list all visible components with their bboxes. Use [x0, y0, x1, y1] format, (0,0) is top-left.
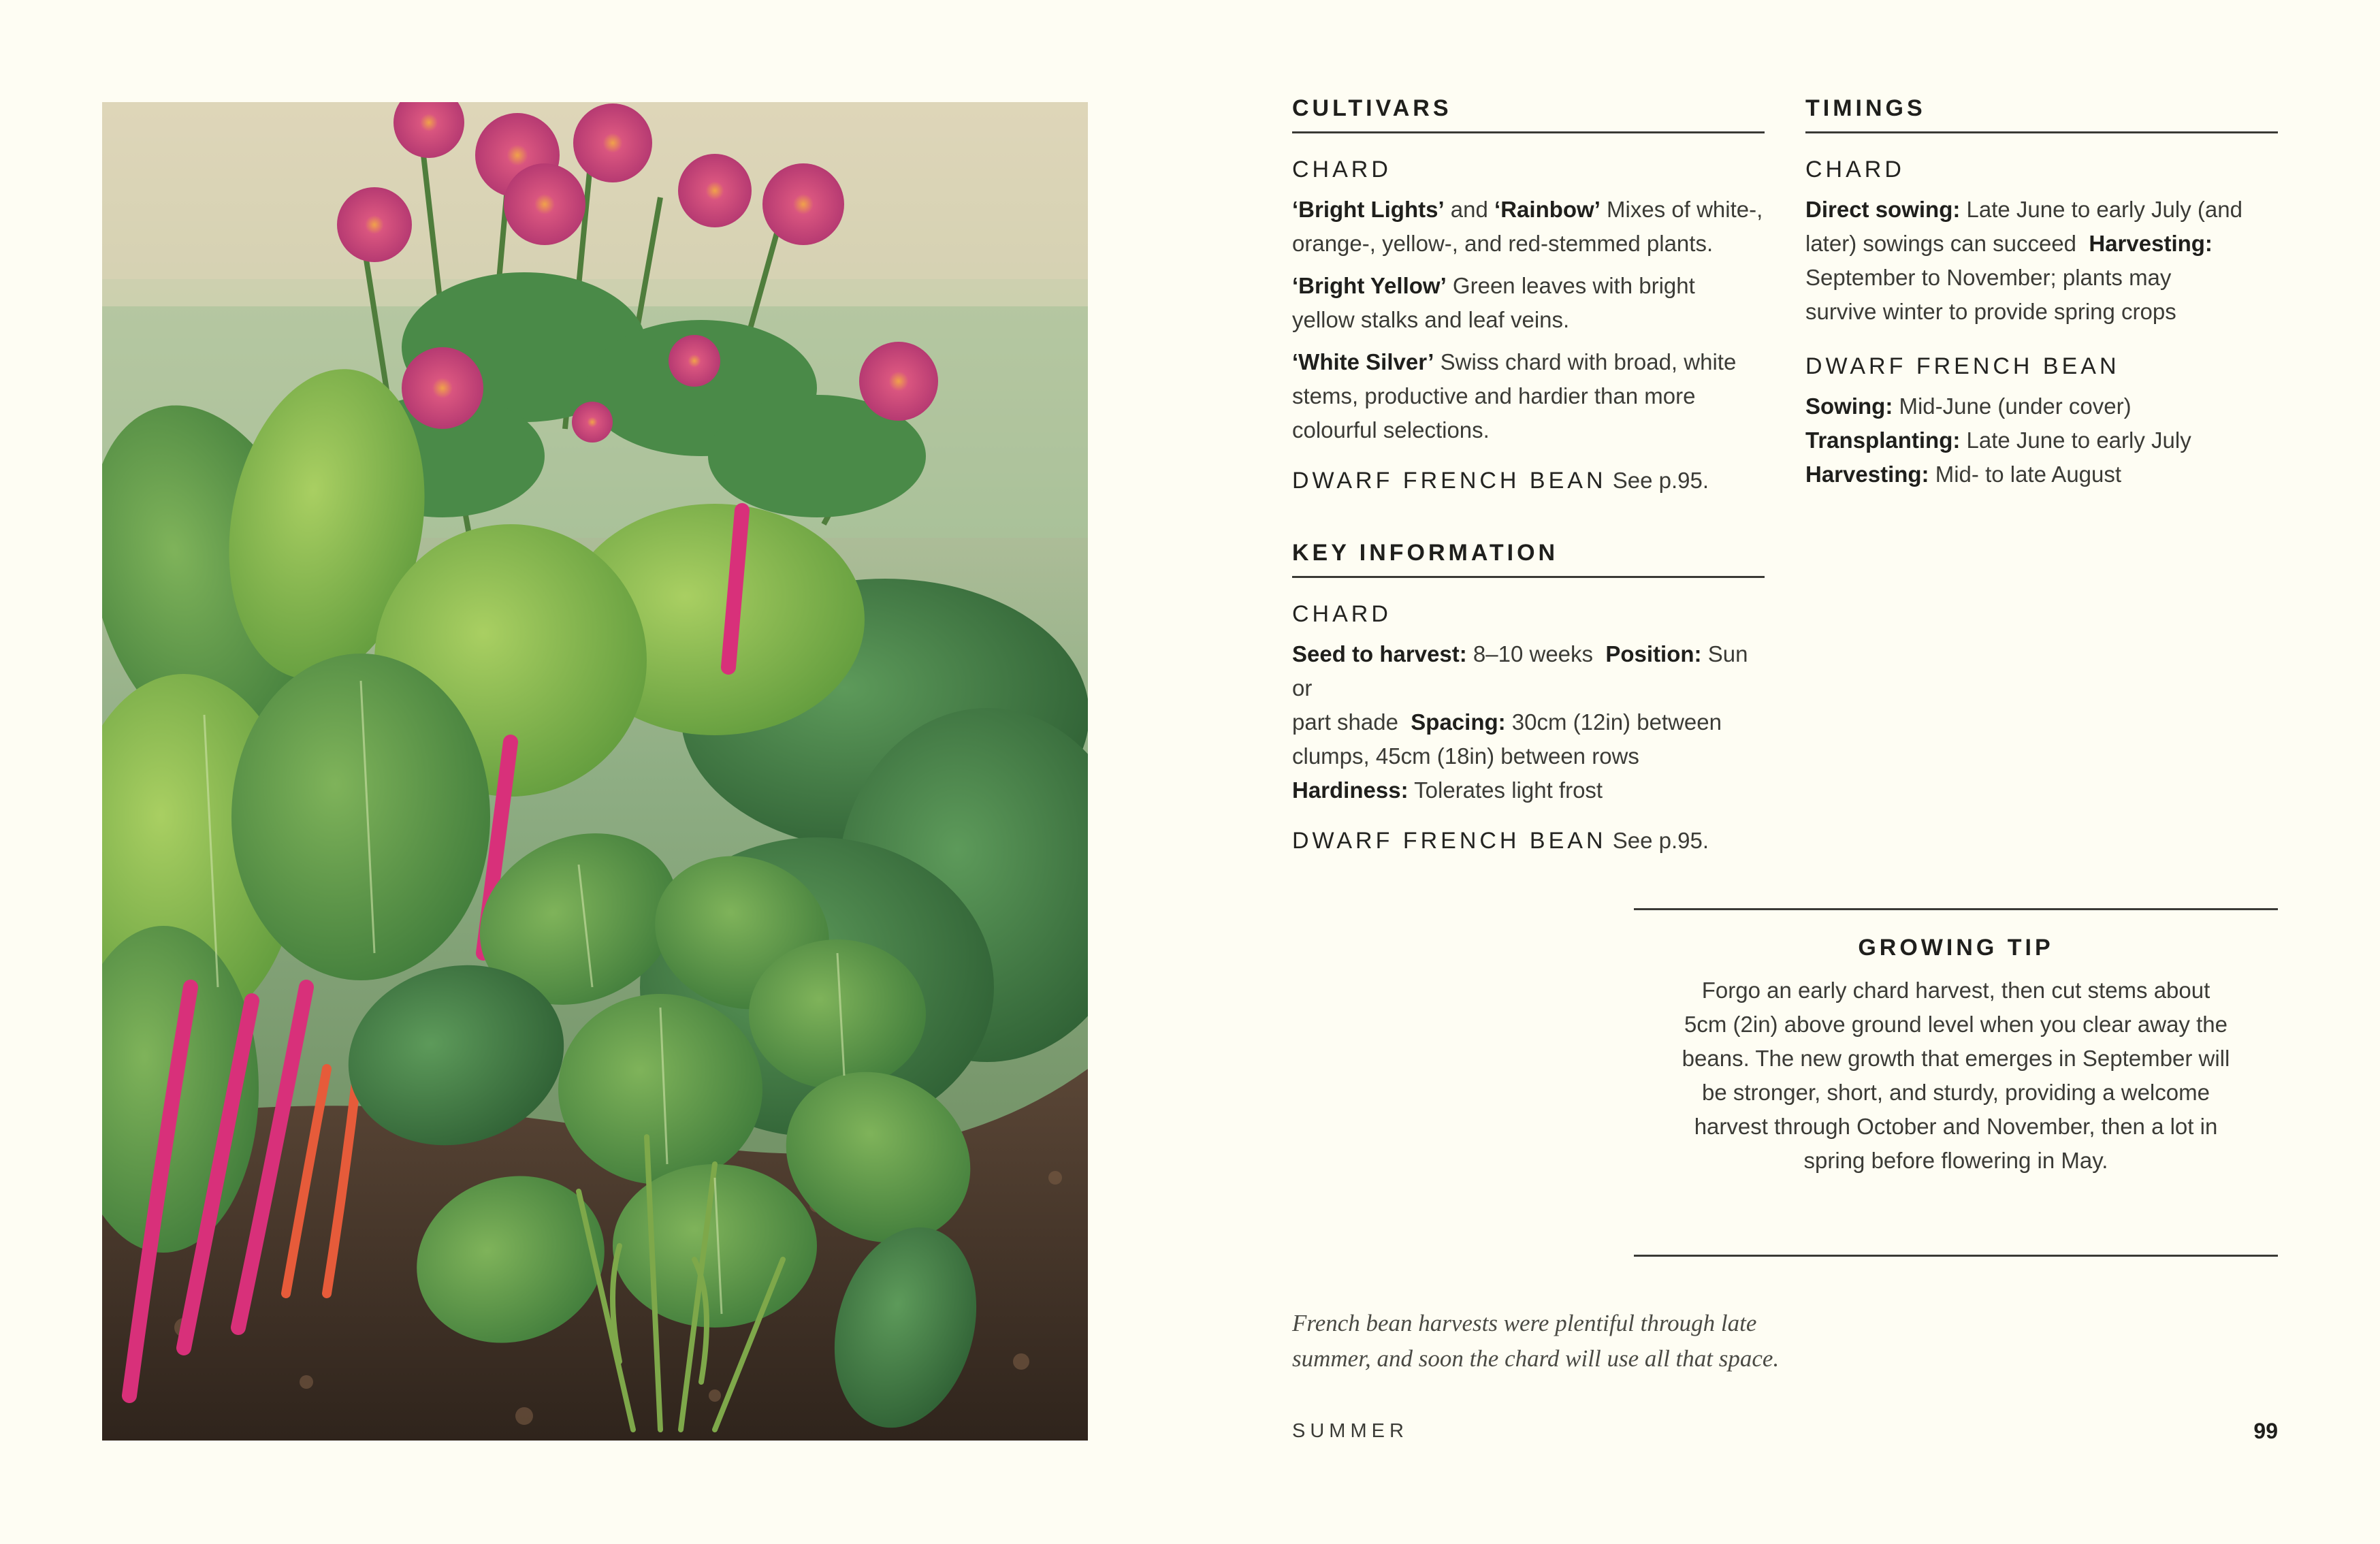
running-footer-section: SUMMER [1292, 1420, 1409, 1442]
growing-tip-line: beans. The new growth that emerges in September will [1682, 1046, 2230, 1071]
growing-tip-heading: GROWING TIP [1858, 935, 2054, 961]
garden-photo [102, 102, 1088, 1441]
cultivars-column [1292, 95, 1765, 858]
growing-tip-line: spring before flowering in May. [1803, 1148, 2108, 1173]
timings-chard-details: Direct sowing: Late June to early July (and later) sowings can succeed Harvesting: September to November; plants may survive winter to provide spring crops [1805, 197, 2242, 324]
photo-caption: French bean harvests were plentiful through late summer, and soon the chard will use all that space. [1292, 1310, 1780, 1372]
timings-bean-details: Sowing: Mid-June (under cover) Transplanting: Late June to early July Harvesting: Mid- to late August [1805, 393, 2191, 487]
growing-tip-line: 5cm (2in) above ground level when you clear away the [1684, 1012, 2228, 1037]
growing-tip-box [1634, 908, 2278, 1257]
key-info-chard-label: CHARD [1292, 601, 1392, 627]
growing-tip-line: harvest through October and November, then a lot in [1694, 1114, 2218, 1139]
timings-chard-label: CHARD [1805, 157, 1905, 182]
timings-heading: TIMINGS [1805, 95, 2278, 133]
cultivar-white-silver: ‘White Silver’ Swiss chard with broad, white stems, productive and hardier than more colourful selections. [1292, 349, 1737, 443]
timings-column [1805, 95, 2278, 500]
key-info-bean-reference: DWARF FRENCH BEAN See p.95. [1292, 828, 1709, 854]
cultivar-bright-yellow: ‘Bright Yellow’ Green leaves with bright yellow stalks and leaf veins. [1292, 273, 1695, 332]
key-information-section [1292, 540, 1765, 858]
cultivars-heading: CULTIVARS [1292, 95, 1765, 133]
cultivars-bean-reference: DWARF FRENCH BEAN See p.95. [1292, 468, 1709, 494]
growing-tip-line: be stronger, short, and sturdy, providing a welcome [1702, 1080, 2210, 1105]
page-number: 99 [2253, 1419, 2278, 1443]
photo-illustration [102, 102, 1088, 1441]
cultivar-bright-lights: ‘Bright Lights’ and ‘Rainbow’ Mixes of white-, orange-, yellow-, and red-stemmed plants. [1292, 197, 1763, 256]
key-information-heading: KEY INFORMATION [1292, 540, 1765, 578]
timings-bean-label: DWARF FRENCH BEAN [1805, 353, 2120, 379]
growing-tip-line: Forgo an early chard harvest, then cut stems about [1701, 978, 2210, 1003]
cultivars-chard-label: CHARD [1292, 157, 1392, 182]
key-info-chard-details: Seed to harvest: 8–10 weeks Position: Sun or part shade Spacing: 30cm (12in) between clumps, 45cm (18in) between rows Hardiness: Tolerates light frost [1292, 641, 1748, 803]
growing-tip-text [1634, 974, 2278, 1178]
